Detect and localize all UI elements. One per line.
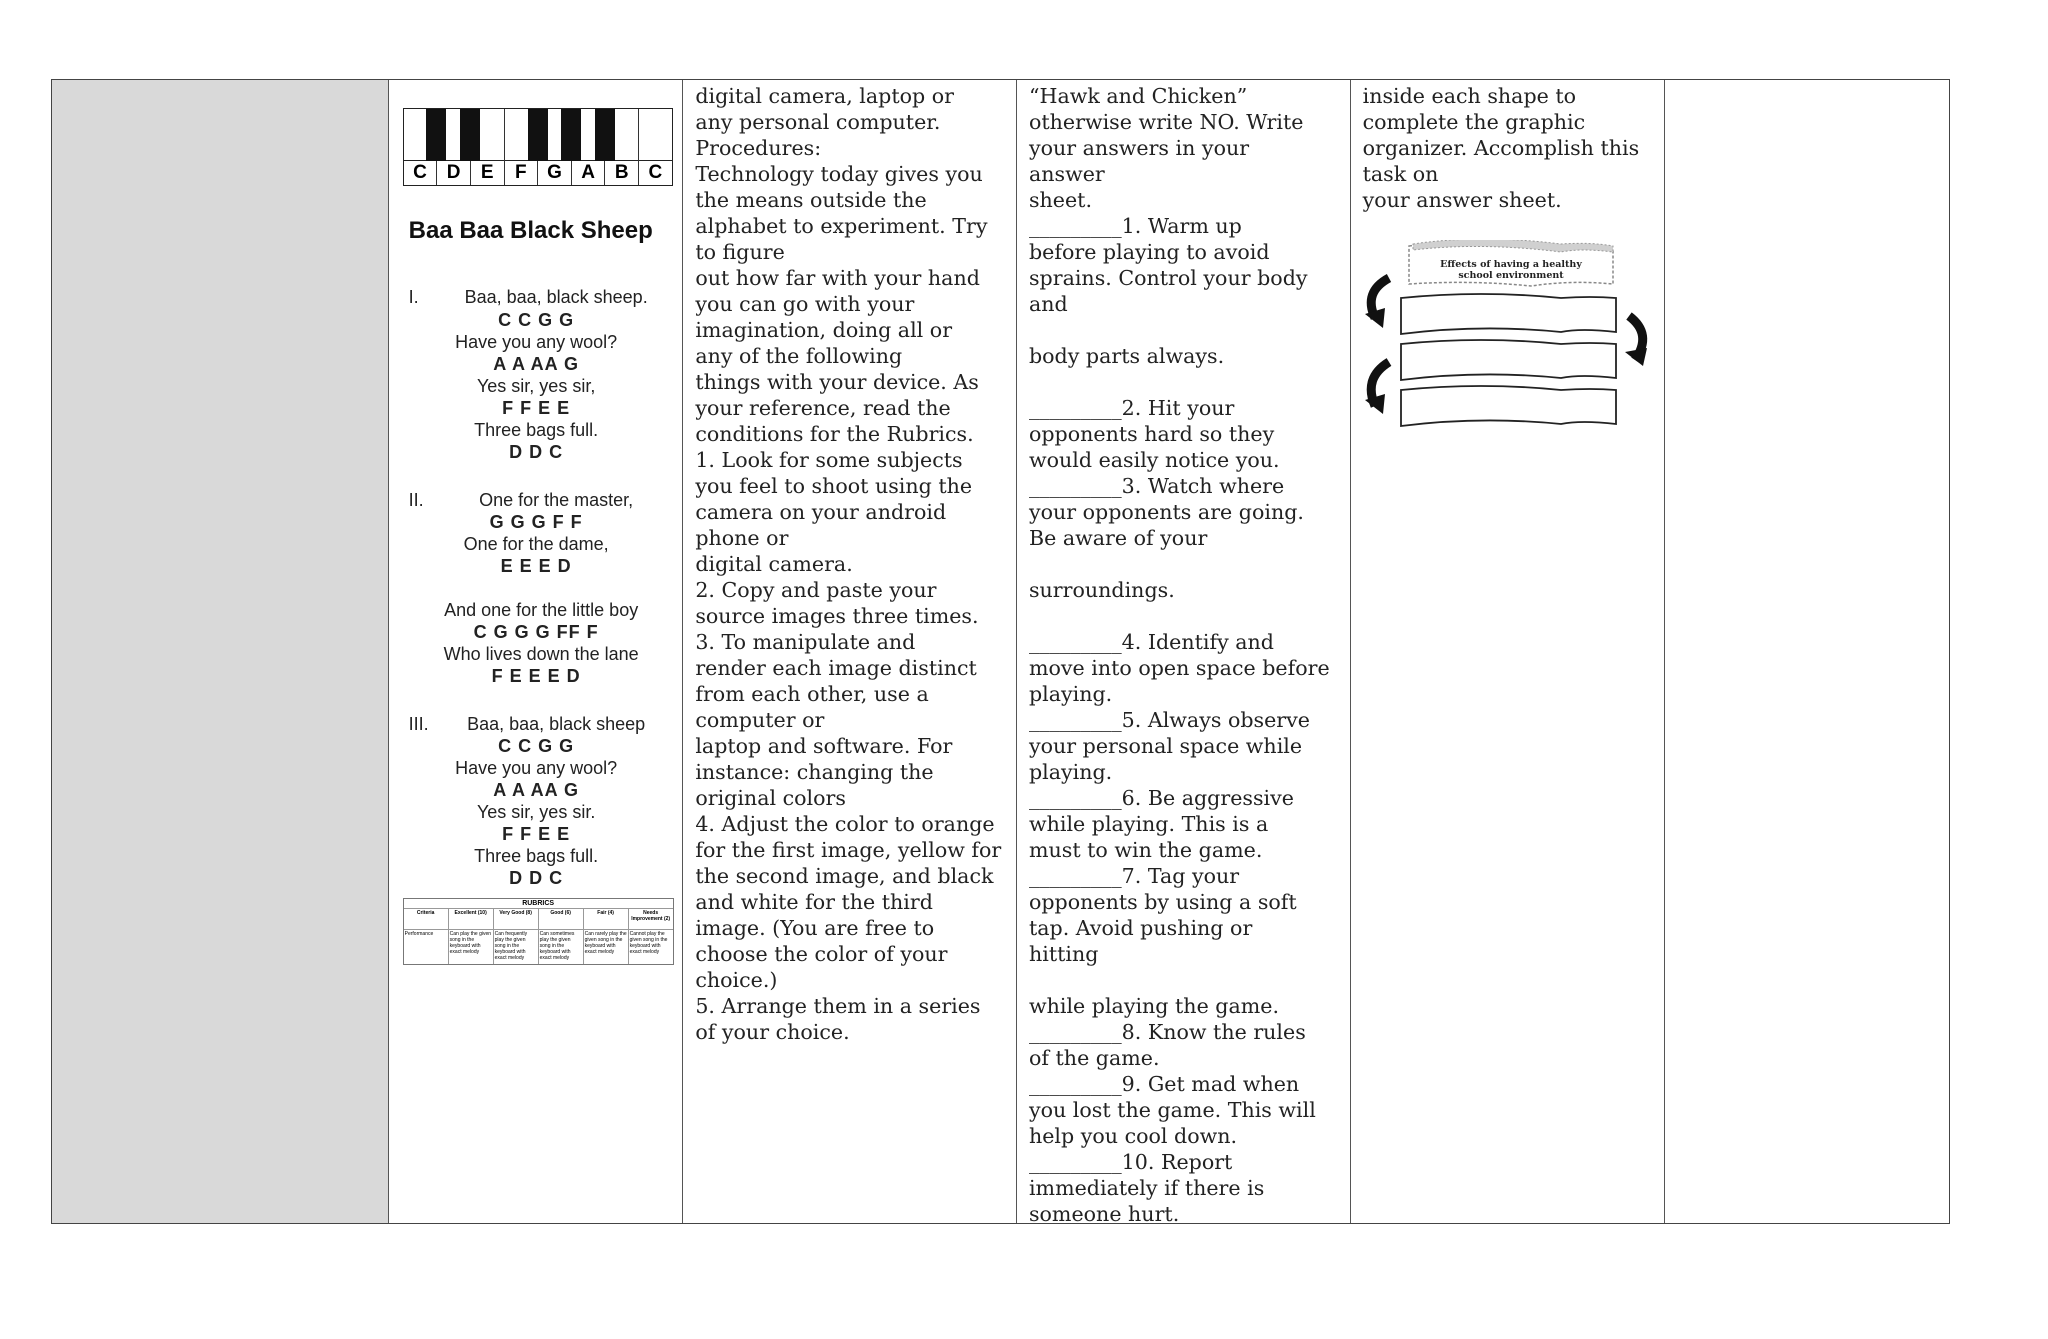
pe-text-line: _________2. Hit your xyxy=(1028,396,1235,420)
organizer-title-line1: Effects of having a healthy xyxy=(1439,259,1582,270)
arts-text-line: of your choice. xyxy=(695,1020,850,1044)
rubrics-cell: Can rarely play the given song in the keyboard with exact melody xyxy=(584,930,629,964)
note-letters: A A AA G xyxy=(493,780,579,800)
rubrics-header-cell: Excellent (10) xyxy=(449,909,494,929)
pe-text-line xyxy=(1029,603,1338,629)
health-text-line: complete the graphic xyxy=(1362,110,1586,134)
arts-text-line: any of the following xyxy=(695,344,903,368)
lyric-line: Three bags full. xyxy=(474,420,599,440)
arts-text-line: render each image distinct xyxy=(695,656,977,680)
pe-text-line: tap. Avoid pushing or xyxy=(1028,916,1253,940)
pe-text-line: _________5. Always observe xyxy=(1028,708,1310,732)
lyric-line: Have you any wool? xyxy=(455,332,618,352)
arts-text-line: 5. Arrange them in a series xyxy=(695,994,981,1018)
pe-text-line: sheet. xyxy=(1028,188,1092,212)
pe-text-line: playing. xyxy=(1028,682,1113,706)
rubrics-header-row xyxy=(404,909,673,930)
shaded-label-column xyxy=(52,80,389,1223)
health-instructions-text xyxy=(1351,80,1665,213)
pe-column xyxy=(1017,80,1351,1223)
note-letters: C C G G xyxy=(498,310,575,330)
piano-key-label: A xyxy=(572,160,605,185)
piano-key-label: D xyxy=(437,160,470,185)
pe-text-line: body parts always. xyxy=(1028,344,1225,368)
pe-text-line: your personal space while xyxy=(1028,734,1303,758)
arts-text-line: camera on your android xyxy=(695,500,947,524)
pe-text-line: while playing the game. xyxy=(1028,994,1280,1018)
arts-text-line: imagination, doing all or xyxy=(695,318,953,342)
lyric-line: Three bags full. xyxy=(474,846,599,866)
arts-text-line: original colors xyxy=(695,786,846,810)
pe-text-line: move into open space before xyxy=(1028,656,1330,680)
note-letters: F E E E D xyxy=(491,666,581,686)
rubrics-cell: Cannot play the given song in the keyboard with exact melody xyxy=(629,931,668,955)
arts-text-line: source images three times. xyxy=(695,604,979,628)
music-column xyxy=(389,80,684,1223)
health-text-line: inside each shape to xyxy=(1362,84,1577,108)
piano-key-label: G xyxy=(538,160,571,185)
arts-text-line: Technology today gives you xyxy=(695,162,983,186)
pe-text-line: “Hawk and Chicken” xyxy=(1028,84,1248,108)
pe-text-line: you lost the game. This will xyxy=(1028,1098,1316,1122)
rubrics-header-cell: Good (6) xyxy=(539,909,584,929)
pe-text-line: _________3. Watch where xyxy=(1028,474,1285,498)
arts-text-line: you feel to shoot using the xyxy=(695,474,973,498)
pe-text-line xyxy=(1029,369,1338,395)
piano-key-label: E xyxy=(471,160,504,185)
verse-number: II. xyxy=(408,490,424,510)
note-letters: E E E D xyxy=(500,556,572,576)
piano-black-key xyxy=(595,109,615,161)
pe-text-line: _________7. Tag your xyxy=(1028,864,1240,888)
note-letters: C G G G FF F xyxy=(473,622,599,642)
arts-text-line: laptop and software. For xyxy=(695,734,953,758)
pe-text-line: would easily notice you. xyxy=(1028,448,1280,472)
rubrics-header-cell: Fair (4) xyxy=(584,909,629,929)
pe-text-line: and xyxy=(1028,292,1068,316)
pe-text-line: _________6. Be aggressive xyxy=(1028,786,1294,810)
pe-text-line: of the game. xyxy=(1028,1046,1160,1070)
health-column xyxy=(1351,80,1666,1223)
piano-white-key xyxy=(639,109,672,185)
lyric-line: Baa, baa, black sheep xyxy=(467,714,646,734)
rubrics-header-cell: Very Good (8) xyxy=(494,909,539,929)
pe-text-line: playing. xyxy=(1028,760,1113,784)
piano-key-label: F xyxy=(505,160,538,185)
piano-black-key xyxy=(460,109,480,161)
lyric-line: Yes sir, yes sir. xyxy=(476,802,596,822)
arts-text-line: the means outside the xyxy=(695,188,927,212)
arts-text-line: 2. Copy and paste your xyxy=(695,578,937,602)
arts-text-line: your reference, read the xyxy=(695,396,951,420)
empty-remarks-column xyxy=(1665,80,1949,1223)
arts-text-line: Procedures: xyxy=(695,136,822,160)
pe-text-line: Be aware of your xyxy=(1028,526,1208,550)
pe-text-line: help you cool down. xyxy=(1028,1124,1238,1148)
arts-text-line: things with your device. As xyxy=(695,370,979,394)
arts-text-line: you can go with your xyxy=(695,292,915,316)
pe-text-line: your answers in your xyxy=(1028,136,1250,160)
rubrics-header-cell: Criteria xyxy=(404,909,449,929)
rubrics-cell: Performance xyxy=(404,930,449,964)
arts-text-line: conditions for the Rubrics. xyxy=(695,422,974,446)
arts-text-line: out how far with your hand xyxy=(695,266,980,290)
arts-text-line: 1. Look for some subjects xyxy=(695,448,963,472)
rubrics-table xyxy=(403,898,674,965)
note-letters: D D C xyxy=(509,442,564,462)
graphic-organizer xyxy=(1361,240,1661,450)
song-title: Baa Baa Black Sheep xyxy=(408,217,653,244)
note-letters: A A AA G xyxy=(493,354,579,374)
pe-text-line: _________9. Get mad when xyxy=(1028,1072,1300,1096)
note-letters: F F E E xyxy=(502,398,571,418)
pe-text-line: _________8. Know the rules xyxy=(1028,1020,1306,1044)
pe-text-line: sprains. Control your body xyxy=(1028,266,1308,290)
pe-text-line xyxy=(1029,967,1338,993)
rubrics-body-row xyxy=(404,930,673,964)
health-text-line: your answer sheet. xyxy=(1362,188,1562,212)
pe-text-line: immediately if there is xyxy=(1028,1176,1265,1200)
arts-column xyxy=(683,80,1017,1223)
pe-text-line: must to win the game. xyxy=(1028,838,1263,862)
piano-key-label: B xyxy=(605,160,638,185)
rubrics-cell: Can play the given song in the keyboard with exact melody xyxy=(449,930,494,964)
pe-text-line: while playing. This is a xyxy=(1028,812,1269,836)
arts-text-line: and white for the third xyxy=(695,890,933,914)
lyric-line: Who lives down the lane xyxy=(443,644,639,664)
pe-text-line: _________10. Report xyxy=(1028,1150,1233,1174)
note-letters: F F E E xyxy=(502,824,571,844)
lyric-line: Baa, baa, black sheep. xyxy=(464,287,648,307)
rubrics-cell: Can frequently play the given song in the keyboard with exact melody xyxy=(494,930,539,964)
arts-text-line: computer or xyxy=(695,708,825,732)
arts-text-line: the second image, and black xyxy=(695,864,994,888)
arts-text-line: alphabet to experiment. Try xyxy=(695,214,988,238)
lyric-line: One for the dame, xyxy=(463,534,609,554)
organizer-box-1 xyxy=(1401,294,1616,334)
arts-text-line: for the first image, yellow for xyxy=(695,838,1002,862)
pe-text-line: _________4. Identify and xyxy=(1028,630,1274,654)
arts-text-line: choice.) xyxy=(695,968,778,992)
piano-key-label: C xyxy=(404,160,437,185)
organizer-box-2 xyxy=(1401,340,1616,380)
arts-text-line: digital camera. xyxy=(695,552,853,576)
arts-text-line: any personal computer. xyxy=(695,110,941,134)
piano-key-label: C xyxy=(639,160,672,185)
pe-text-line: opponents hard so they xyxy=(1028,422,1275,446)
arts-text-line: phone or xyxy=(695,526,789,550)
arts-text-line: 3. To manipulate and xyxy=(695,630,916,654)
arts-text-line: image. (You are free to xyxy=(695,916,935,940)
lyric-line: Have you any wool? xyxy=(455,758,618,778)
pe-activity-text xyxy=(1017,80,1350,1223)
rubrics-title: RUBRICS xyxy=(404,899,673,909)
rubrics-header-cell: Needs Improvement (2) xyxy=(631,910,671,922)
arts-text-line: digital camera, laptop or xyxy=(695,84,954,108)
arts-text-line: from each other, use a xyxy=(695,682,929,706)
lesson-plan-table xyxy=(51,79,1950,1224)
pe-text-line: your opponents are going. xyxy=(1028,500,1304,524)
arts-text-line: 4. Adjust the color to orange xyxy=(695,812,995,836)
note-letters: C C G G xyxy=(498,736,575,756)
pe-text-line: before playing to avoid xyxy=(1028,240,1270,264)
pe-text-line: opponents by using a soft xyxy=(1028,890,1297,914)
arts-procedures-text xyxy=(683,80,1016,1045)
piano-black-key xyxy=(528,109,548,161)
note-letters: G G G F F xyxy=(489,512,583,532)
pe-text-line: surroundings. xyxy=(1028,578,1175,602)
note-letters: D D C xyxy=(509,868,564,888)
pe-text-line xyxy=(1029,317,1338,343)
rubrics-cell: Can sometimes play the given song in the keyboard with exact melody xyxy=(539,930,584,964)
arts-text-line: instance: changing the xyxy=(695,760,934,784)
organizer-title-line2: school environment xyxy=(1457,270,1564,281)
pe-text-line: otherwise write NO. Write xyxy=(1028,110,1304,134)
organizer-box-3 xyxy=(1401,386,1616,426)
pe-text-line: answer xyxy=(1028,162,1105,186)
verse-number: III. xyxy=(408,714,429,734)
verse-number: I. xyxy=(408,287,419,307)
piano-black-key xyxy=(561,109,581,161)
arts-text-line: choose the color of your xyxy=(695,942,948,966)
pe-text-line xyxy=(1029,551,1338,577)
piano-black-key xyxy=(426,109,446,161)
piano-keyboard-diagram xyxy=(403,108,673,186)
health-text-line: organizer. Accomplish this xyxy=(1362,136,1640,160)
lyric-line: One for the master, xyxy=(479,490,634,510)
lyric-line: And one for the little boy xyxy=(444,600,639,620)
pe-text-line: _________1. Warm up xyxy=(1028,214,1242,238)
pe-text-line: someone hurt. xyxy=(1028,1202,1180,1223)
arts-text-line: to figure xyxy=(695,240,785,264)
lyric-line: Yes sir, yes sir, xyxy=(476,376,596,396)
health-text-line: task on xyxy=(1362,162,1439,186)
pe-text-line: hitting xyxy=(1028,942,1099,966)
